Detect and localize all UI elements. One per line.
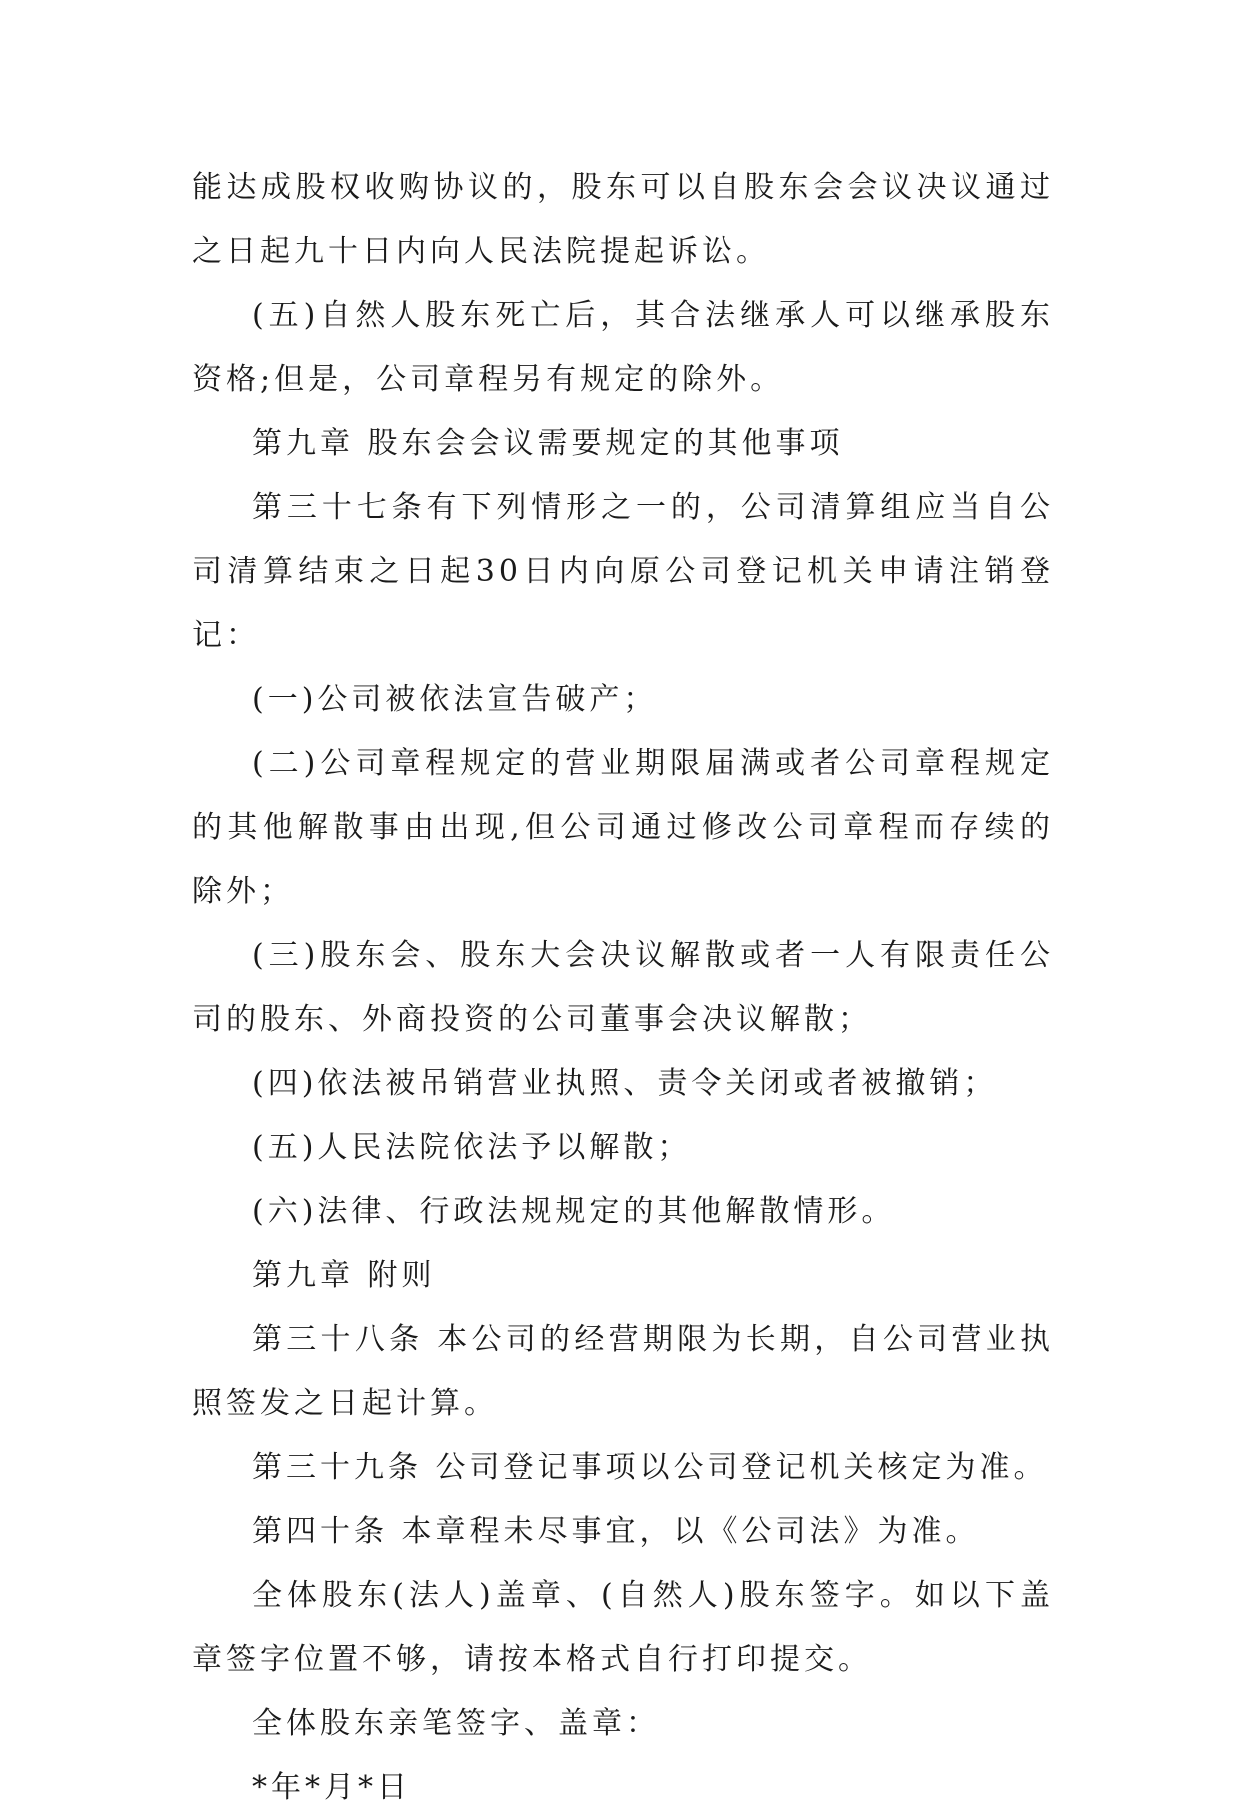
list-item-four: (四)依法被吊销营业执照、责令关闭或者被撤销； — [252, 1066, 998, 1101]
signature-instructions: 全体股东(法人)盖章、(自然人)股东签字。如以下盖章签字位置不够，请按本格式自行打印提交。 — [192, 1578, 1054, 1677]
list-item-six: (六)法律、行政法规规定的其他解散情形。 — [252, 1194, 896, 1229]
article-37: 第三十七条有下列情形之一的，公司清算组应当自公司清算结束之日起30日内向原公司登记机关申请注销登记： — [192, 490, 1054, 653]
signature-label: 全体股东亲笔签字、盖章： — [252, 1706, 660, 1741]
chapter-heading-other-matters: 第九章 股东会会议需要规定的其他事项 — [252, 426, 844, 461]
document-page — [192, 156, 1054, 1820]
chapter-heading-supplementary: 第九章 附则 — [252, 1258, 436, 1293]
paragraph-continuation: 能达成股权收购协议的，股东可以自股东会会议决议通过之日起九十日内向人民法院提起诉讼。 — [192, 170, 1054, 269]
article-38: 第三十八条 本公司的经营期限为长期，自公司营业执照签发之日起计算。 — [192, 1322, 1054, 1421]
list-item-three: (三)股东会、股东大会决议解散或者一人有限责任公司的股东、外商投资的公司董事会决议解散； — [192, 938, 1054, 1037]
paragraph-item-five-inheritance: (五)自然人股东死亡后，其合法继承人可以继承股东资格;但是，公司章程另有规定的除外。 — [192, 298, 1054, 397]
article-39: 第三十九条 公司登记事项以公司登记机关核定为准。 — [252, 1450, 1048, 1485]
list-item-five: (五)人民法院依法予以解散； — [252, 1130, 692, 1165]
list-item-one: (一)公司被依法宣告破产； — [252, 682, 658, 717]
date-line: *年*月*日 — [252, 1770, 411, 1805]
article-40: 第四十条 本章程未尽事宜，以《公司法》为准。 — [252, 1514, 980, 1549]
list-item-two: (二)公司章程规定的营业期限届满或者公司章程规定的其他解散事由出现,但公司通过修改公司章程而存续的除外； — [192, 746, 1054, 909]
